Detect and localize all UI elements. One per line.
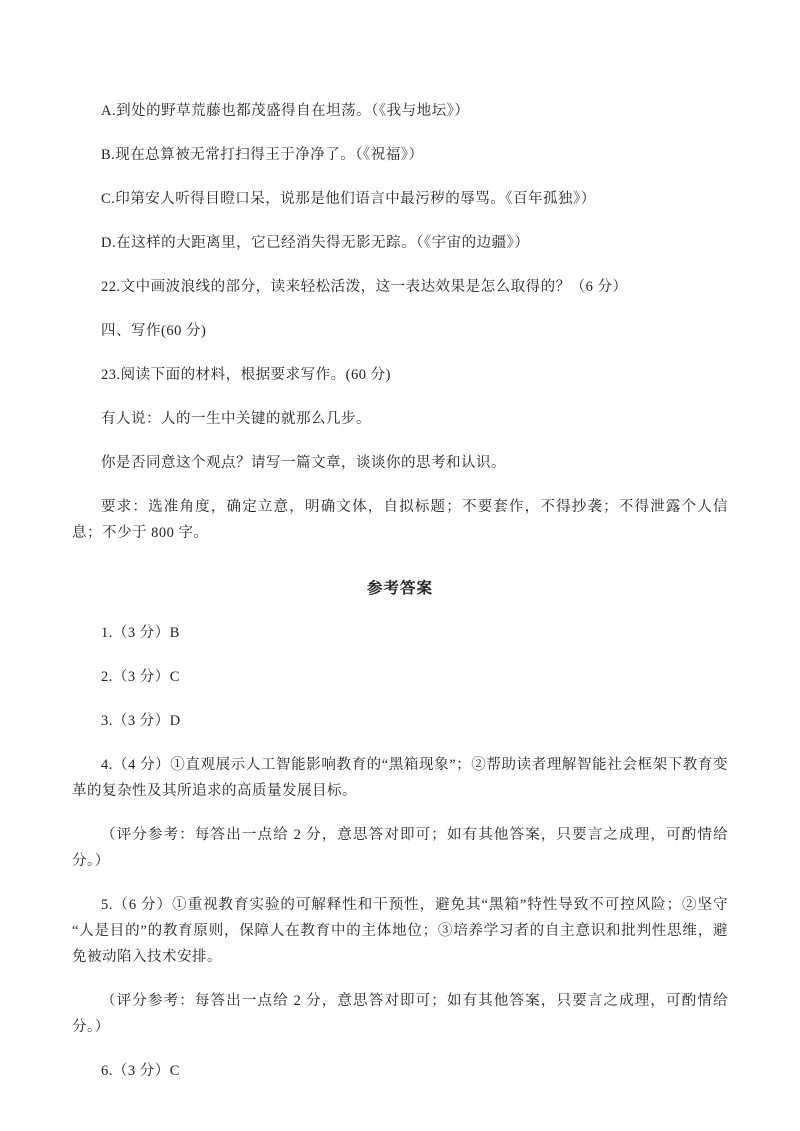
choice-option-b: B.现在总算被无常打扫得王于净净了。（《祝福》） [101,147,424,163]
answer-key-title: 参考答案 [366,580,433,597]
choice-option-c: C.印第安人听得目瞪口呆，说那是他们语言中最污秽的辱骂。《百年孤独》） [101,191,596,207]
answer-2: 2.（3 分）C [101,669,180,685]
writing-material: 有人说：人的一生中关键的就那么几步。 [101,411,371,427]
section-heading-writing: 四、写作(60 分) [101,323,207,339]
writing-requirements: 要求：选准角度，确定立意，明确文体，自拟标题；不要套作，不得抄袭；不得泄露个人信息；不少于 800 字。 [72,499,728,541]
answer-1: 1.（3 分）B [101,625,180,641]
question-22: 22.文中画波浪线的部分，读来轻松活泼，这一表达效果是怎么取得的？（6 分） [101,279,628,295]
choice-option-d: D.在这样的大距离里，它已经消失得无影无踪。（《宇宙的边疆》） [101,235,530,251]
answer-4: 4.（4 分）①直观展示人工智能影响教育的“黑箱现象”；②帮助读者理解智能社会框架下教育变革的复杂性及其所追求的高质量发展目标。 [72,757,728,799]
answer-5: 5.（6 分）①重视教育实验的可解释性和干预性，避免其“黑箱”特性导致不可控风险；②坚守“人是目的”的教育原则，保障人在教育中的主体地位；③培养学习者的自主意识和批判性思维，避免被动陷入技术安排。 [72,897,728,965]
answer-5-scoring-note: （评分参考：每答出一点给 2 分，意思答对即可；如有其他答案，只要言之成理，可酌情给分。） [72,993,728,1035]
answer-4-scoring-note: （评分参考：每答出一点给 2 分，意思答对即可；如有其他答案，只要言之成理，可酌情给分。） [72,827,728,869]
choice-option-a: A.到处的野草荒藤也都茂盛得自在坦荡。（《我与地坛》） [101,103,470,119]
writing-prompt: 你是否同意这个观点？请写一篇文章，谈谈你的思考和认识。 [101,455,506,471]
question-23: 23.阅读下面的材料，根据要求写作。(60 分) [101,367,391,383]
answer-6: 6.（3 分）C [101,1063,180,1079]
answer-3: 3.（3 分）D [101,713,181,729]
